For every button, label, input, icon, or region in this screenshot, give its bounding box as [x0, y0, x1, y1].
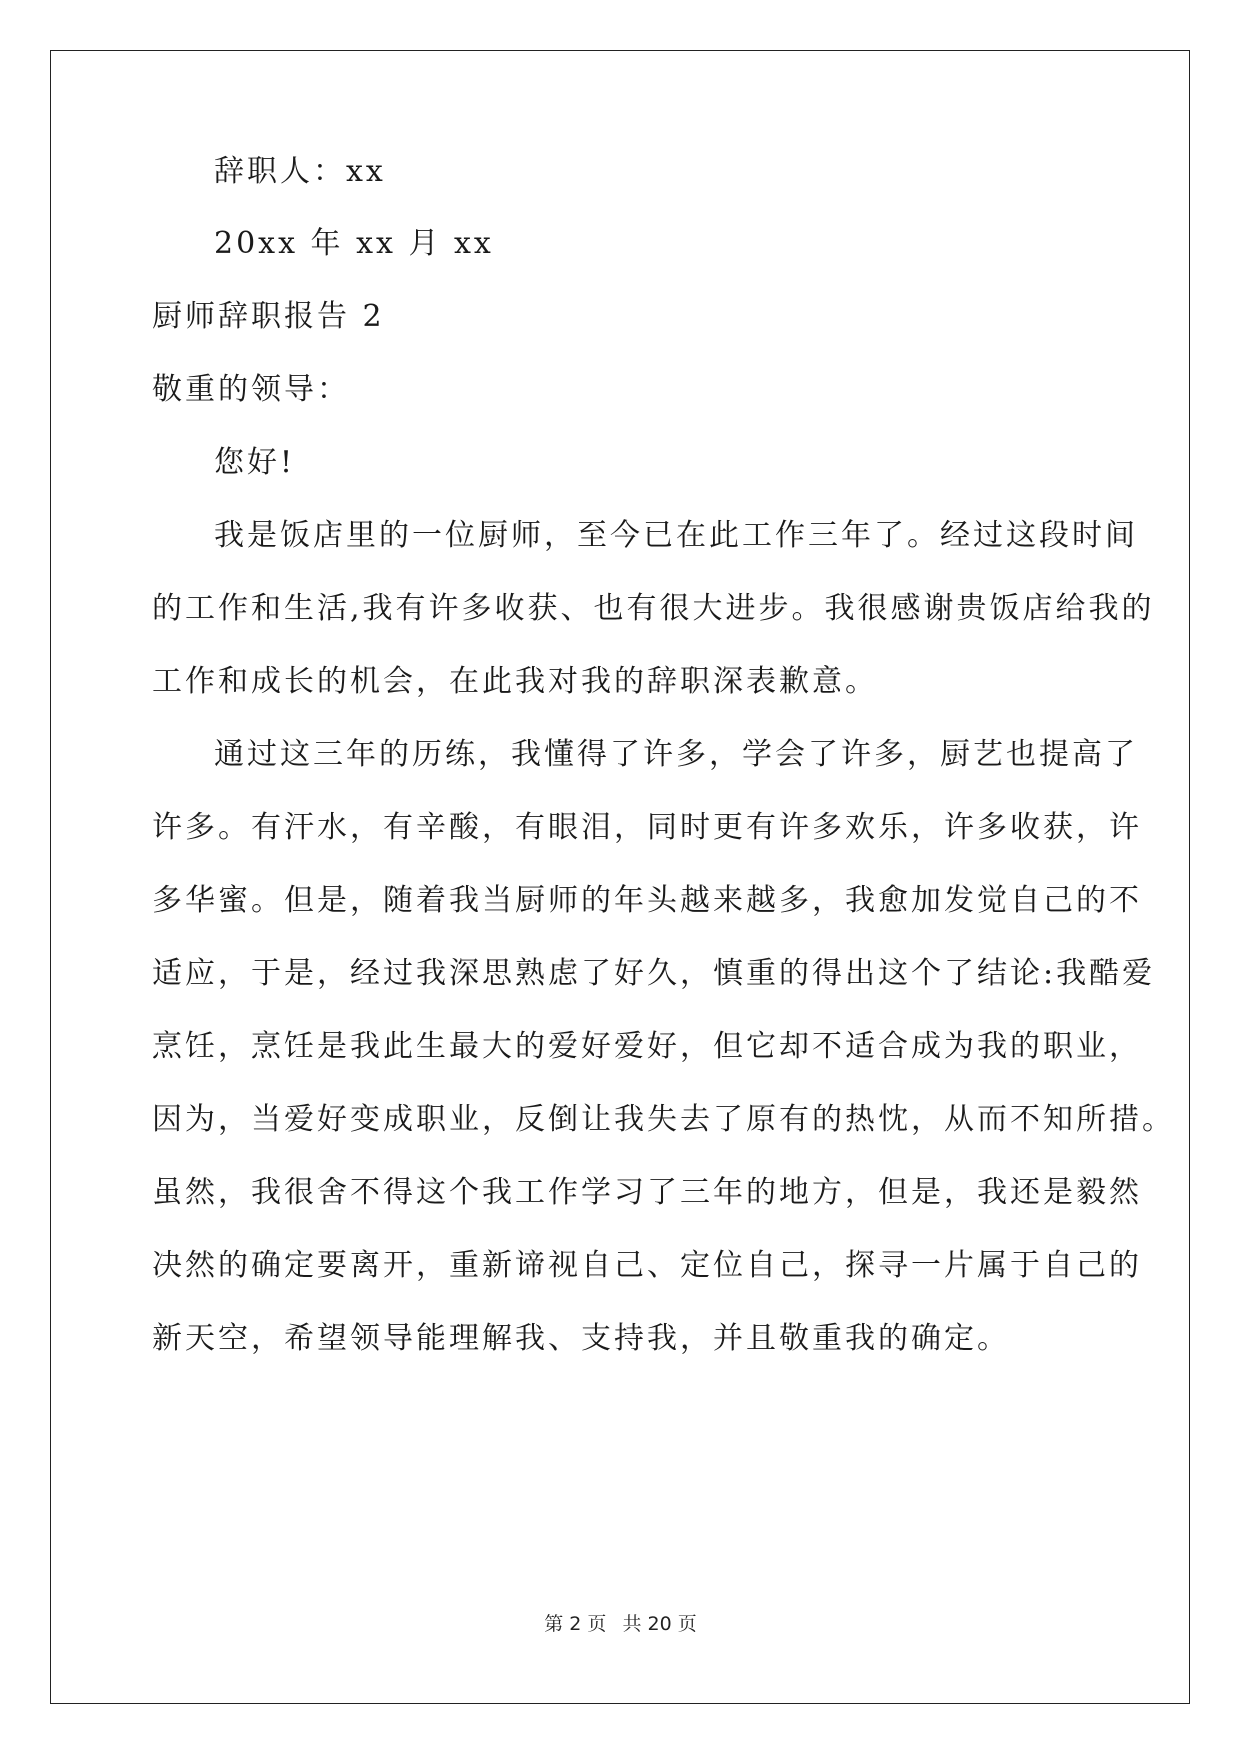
page-number: 第 2 页 — [544, 1613, 607, 1635]
paragraph-line: 通过这三年的历练，我懂得了许多，学会了许多，厨艺也提高了 — [214, 737, 1138, 772]
paragraph-line: 决然的确定要离开，重新谛视自己、定位自己，探寻一片属于自己的 — [152, 1248, 1142, 1283]
page-total: 共 20 页 — [622, 1613, 697, 1635]
paragraph-line: 新天空，希望领导能理解我、支持我，并且敬重我的确定。 — [152, 1321, 1010, 1356]
signature-line: 辞职人：xx — [214, 154, 386, 189]
greeting: 您好! — [214, 445, 296, 480]
section-heading: 厨师辞职报告 2 — [152, 299, 385, 334]
page-footer — [0, 1612, 1241, 1636]
paragraph-line: 烹饪，烹饪是我此生最大的爱好爱好，但它却不适合成为我的职业， — [152, 1029, 1142, 1064]
paragraph-line: 多华蜜。但是，随着我当厨师的年头越来越多，我愈加发觉自己的不 — [152, 883, 1142, 918]
date-line: 20xx 年 xx 月 xx — [214, 226, 494, 261]
paragraph-line: 我是饭店里的一位厨师，至今已在此工作三年了。经过这段时间 — [214, 518, 1138, 553]
paragraph-line: 因为，当爱好变成职业，反倒让我失去了原有的热忱，从而不知所措。 — [152, 1102, 1175, 1137]
paragraph-line: 的工作和生活,我有许多收获、也有很大进步。我很感谢贵饭店给我的 — [152, 591, 1155, 626]
paragraph-line: 适应，于是，经过我深思熟虑了好久，慎重的得出这个了结论:我酷爱 — [152, 956, 1156, 991]
paragraph-line: 虽然，我很舍不得这个我工作学习了三年的地方，但是，我还是毅然 — [152, 1175, 1142, 1210]
paragraph-line: 工作和成长的机会，在此我对我的辞职深表歉意。 — [152, 664, 878, 699]
paragraph-line: 许多。有汗水，有辛酸，有眼泪，同时更有许多欢乐，许多收获，许 — [152, 810, 1142, 845]
salutation: 敬重的领导： — [152, 372, 350, 407]
